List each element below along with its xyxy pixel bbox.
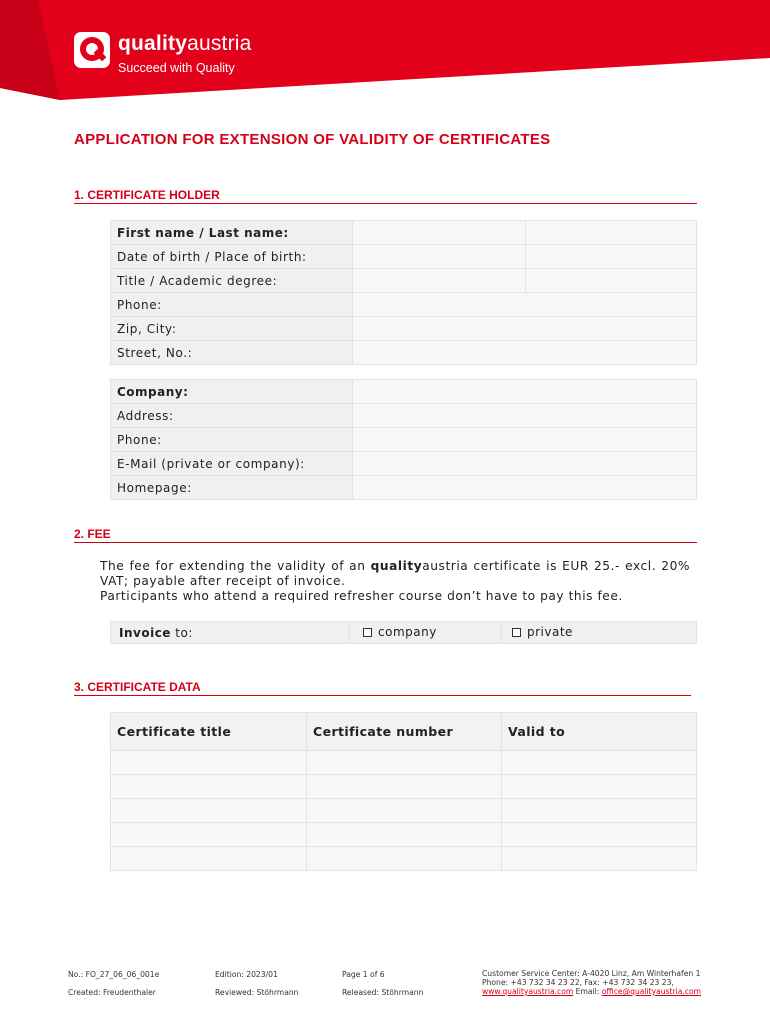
brand-tagline: Succeed with Quality [118,61,235,75]
field-label: Address: [111,404,353,428]
certificate-title-cell[interactable] [111,799,307,823]
invoice-private-option[interactable]: private [512,625,573,639]
field-label: Company: [111,380,353,404]
form-row [111,221,697,245]
invoice-label: Invoice to: [119,626,193,640]
field-label: Title / Academic degree: [111,269,353,293]
invoice-row [110,621,697,644]
phone-field[interactable] [353,293,697,317]
field-label: Street, No.: [111,341,353,365]
valid-to-cell[interactable] [502,847,697,871]
edition: Edition: 2023/01 [215,970,278,979]
valid-to-cell[interactable] [502,751,697,775]
zip-city-field[interactable] [353,317,697,341]
certificate-data-table [110,712,697,871]
form-row [111,404,697,428]
service-center: Customer Service Center: A-4020 Linz, Am Winterhafen 1 [482,969,701,978]
address-field[interactable] [353,404,697,428]
header-banner [0,0,770,104]
table-row [111,847,697,871]
field-label: Phone: [111,428,353,452]
field-label: Date of birth / Place of birth: [111,245,353,269]
academic-degree-field[interactable] [526,269,697,293]
table-row [111,775,697,799]
last-name-field[interactable] [526,221,697,245]
column-header: Certificate title [111,713,307,751]
doc-number: No.: FO_27_06_06_001e [68,970,160,979]
company-checkbox[interactable] [363,628,372,637]
section-heading-certificate-holder: 1. CERTIFICATE HOLDER [74,188,697,204]
certificate-number-cell[interactable] [307,823,502,847]
private-checkbox[interactable] [512,628,521,637]
column-header: Valid to [502,713,697,751]
valid-to-cell[interactable] [502,775,697,799]
certificate-number-cell[interactable] [307,775,502,799]
place-of-birth-field[interactable] [526,245,697,269]
certificate-number-cell[interactable] [307,799,502,823]
field-label: Homepage: [111,476,353,500]
field-label: Zip, City: [111,317,353,341]
contact-phone: Phone: +43 732 34 23 22, Fax: +43 732 34 23 23, [482,978,674,987]
certificate-holder-table [110,220,697,365]
form-row [111,317,697,341]
reviewed-by: Reviewed: Stöhrmann [215,988,299,997]
company-field[interactable] [353,380,697,404]
certificate-title-cell[interactable] [111,775,307,799]
homepage-field[interactable] [353,476,697,500]
form-row [111,380,697,404]
field-label: E-Mail (private or company): [111,452,353,476]
website-link[interactable]: www.qualityaustria.com [482,987,574,996]
table-row [111,751,697,775]
page-number: Page 1 of 6 [342,970,385,979]
section-heading-fee: 2. FEE [74,527,697,543]
fee-description: The fee for extending the validity of an qualityaustria certificate is EUR 25.- excl. 20% VAT; payable after receipt of invoice. Participants who attend a required refresher course don’t have to pay this fee. [100,559,691,603]
title-field[interactable] [353,269,526,293]
date-of-birth-field[interactable] [353,245,526,269]
company-phone-field[interactable] [353,428,697,452]
table-header-row [111,713,697,751]
certificate-number-cell[interactable] [307,751,502,775]
created-by: Created: Freudenthaler [68,988,156,997]
column-header: Certificate number [307,713,502,751]
form-row [111,476,697,500]
certificate-title-cell[interactable] [111,751,307,775]
valid-to-cell[interactable] [502,799,697,823]
table-row [111,823,697,847]
email-field[interactable] [353,452,697,476]
field-label: First name / Last name: [111,221,353,245]
company-table [110,379,697,500]
first-name-field[interactable] [353,221,526,245]
email-link[interactable]: office@qualityaustria.com [601,987,702,996]
form-row [111,269,697,293]
form-row [111,293,697,317]
field-label: Phone: [111,293,353,317]
form-row [111,452,697,476]
contact-web-email: www.qualityaustria.com Email: office@qualityaustria.com [482,987,702,996]
page-title: APPLICATION FOR EXTENSION OF VALIDITY OF CERTIFICATES [74,131,551,148]
certificate-number-cell[interactable] [307,847,502,871]
brand-name: qualityaustria [118,32,252,55]
certificate-title-cell[interactable] [111,847,307,871]
valid-to-cell[interactable] [502,823,697,847]
street-field[interactable] [353,341,697,365]
table-row [111,799,697,823]
form-row [111,341,697,365]
quality-austria-logo [74,32,252,75]
certificate-title-cell[interactable] [111,823,307,847]
released-by: Released: Stöhrmann [342,988,424,997]
form-row [111,428,697,452]
section-heading-certificate-data: 3. CERTIFICATE DATA [74,680,691,696]
invoice-company-option[interactable]: company [363,625,437,639]
form-row [111,245,697,269]
q-logo-icon [74,32,110,68]
